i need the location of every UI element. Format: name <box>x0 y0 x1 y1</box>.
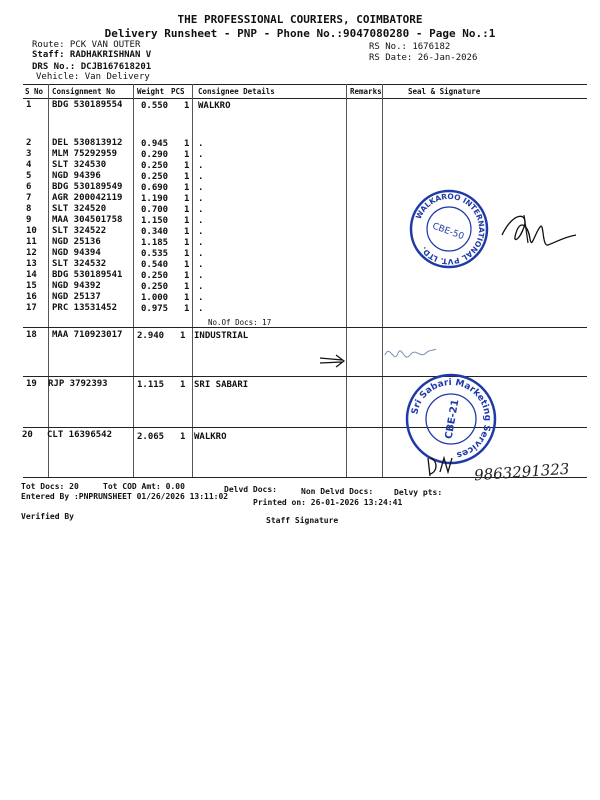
row-pcs: 1 <box>184 183 190 193</box>
row-consignment: NGD 94392 <box>52 281 101 291</box>
row-consignee: . <box>198 249 204 259</box>
row-weight: 0.250 <box>141 172 169 182</box>
row-pcs: 1 <box>184 227 190 237</box>
row-consignee: . <box>198 183 204 193</box>
company-title: THE PROFESSIONAL COURIERS, COIMBATORE <box>177 13 423 26</box>
row-weight: 0.550 <box>141 101 169 111</box>
row-consignment: MLM 75292959 <box>52 149 118 159</box>
row-consignee: . <box>198 304 204 314</box>
staff-signature: Staff Signature <box>266 516 339 525</box>
row-sno: 4 <box>26 160 32 170</box>
runsheet-subtitle: Delivery Runsheet - PNP - Phone No.:9047080280 - Page No.:1 <box>104 27 496 40</box>
row-sno: 3 <box>26 149 32 159</box>
row-pcs: 1 <box>180 380 186 390</box>
row-consignee: WALKRO <box>198 101 231 111</box>
row-sno: 19 <box>26 379 37 389</box>
row-consignment: MAA 710923017 <box>52 330 123 340</box>
entered-by: Entered By :PNPRUNSHEET 01/26/2026 13:11:02 <box>21 492 229 501</box>
walkaroo-stamp-center-text: CBE-50 <box>430 221 466 243</box>
row-pcs: 1 <box>184 205 190 215</box>
row-sno: 9 <box>26 215 32 225</box>
row-consignee: WALKRO <box>194 432 227 442</box>
rs-date: RS Date: 26-Jan-2026 <box>369 53 478 63</box>
row-weight: 2.065 <box>137 432 165 442</box>
row-consignee: . <box>198 227 204 237</box>
row-weight: 0.535 <box>141 249 169 259</box>
row-consignment: PRC 13531452 <box>52 303 118 313</box>
col-consignee: Consignee Details <box>198 87 275 96</box>
row-pcs: 1 <box>184 139 190 149</box>
row-consignment: RJP 3792393 <box>48 379 108 389</box>
row-consignment: SLT 324522 <box>52 226 107 236</box>
row-weight: 0.250 <box>141 161 169 171</box>
row-consignment: DEL 530813912 <box>52 138 123 148</box>
row-consignee: . <box>198 271 204 281</box>
walkaroo-stamp-ring-text: WALKAROO INTERNATIONAL PVT. LTD. <box>413 191 487 267</box>
row-pcs: 1 <box>184 260 190 270</box>
staff: Staff: RADHAKRISHNAN V <box>32 50 152 60</box>
total-cod-amount: Tot COD Amt: 0.00 <box>103 482 185 491</box>
row-sno: 20 <box>22 430 33 440</box>
row-consignee: . <box>198 161 204 171</box>
row-consignment: SLT 324520 <box>52 204 107 214</box>
row-pcs: 1 <box>184 161 190 171</box>
verified-by: Verified By <box>21 512 74 521</box>
route: Route: PCK VAN OUTER <box>32 40 141 50</box>
row-weight: 1.190 <box>141 194 169 204</box>
row-consignment: BDG 530189541 <box>52 270 123 280</box>
col-divider <box>382 84 383 477</box>
walkaroo-stamp <box>408 188 490 270</box>
row-separator <box>23 427 587 428</box>
row-separator <box>23 327 587 328</box>
row-weight: 1.185 <box>141 238 169 248</box>
row-sno: 2 <box>26 138 32 148</box>
row-sno: 7 <box>26 193 32 203</box>
signature-scribble <box>494 205 579 255</box>
handwritten-phone: 9863291323 <box>473 459 570 485</box>
row-consignee: . <box>198 172 204 182</box>
col-divider <box>346 84 347 477</box>
col-weight: Weight <box>137 87 165 96</box>
non-delivered-docs: Non Delvd Docs: <box>301 487 374 496</box>
row-sno: 15 <box>26 281 37 291</box>
vehicle: Vehicle: Van Delivery <box>36 72 150 82</box>
row-sno: 12 <box>26 248 37 258</box>
row-consignee: INDUSTRIAL <box>194 331 249 341</box>
row-consignment: BDG 530189554 <box>52 100 123 110</box>
col-sno: S No <box>25 87 44 96</box>
col-divider <box>133 84 134 477</box>
delivery-points: Delvy pts: <box>394 488 443 497</box>
printed-on: Printed on: 26-01-2026 13:24:41 <box>253 498 403 507</box>
row-pcs: 1 <box>180 432 186 442</box>
row-weight: 0.250 <box>141 271 169 281</box>
row-consignee: SRI SABARI <box>194 380 249 390</box>
row-weight: 1.115 <box>137 380 165 390</box>
row-sno: 6 <box>26 182 32 192</box>
row-pcs: 1 <box>184 238 190 248</box>
row-weight: 2.940 <box>137 331 165 341</box>
row-consignment: AGR 200042119 <box>52 193 123 203</box>
row-weight: 0.975 <box>141 304 169 314</box>
row-pcs: 1 <box>184 282 190 292</box>
row-weight: 0.290 <box>141 150 169 160</box>
sri-sabari-stamp-center-text: CBE-21 <box>443 398 462 440</box>
table-header-rule <box>23 98 587 99</box>
col-consignment: Consignment No <box>52 87 116 96</box>
row-sno: 10 <box>26 226 37 236</box>
row-consignee: . <box>198 238 204 248</box>
total-docs: Tot Docs: 20 <box>21 482 79 491</box>
drs-number: DRS No.: DCJB167618201 <box>32 62 152 72</box>
row-pcs: 1 <box>184 249 190 259</box>
row-pcs: 1 <box>184 172 190 182</box>
row-pcs: 1 <box>180 331 186 341</box>
row-pcs: 1 <box>184 101 190 111</box>
row-pcs: 1 <box>184 194 190 204</box>
row-consignment: SLT 324530 <box>52 160 107 170</box>
row-sno: 1 <box>26 100 32 110</box>
row-weight: 0.700 <box>141 205 169 215</box>
table-top-rule <box>23 84 587 85</box>
row-consignment: SLT 324532 <box>52 259 107 269</box>
row-sno: 18 <box>26 330 37 340</box>
col-pcs: PCS <box>171 87 185 96</box>
sri-sabari-stamp-ring-text: Sri Sabari Marketing Services <box>410 377 493 460</box>
faint-signature <box>380 335 440 375</box>
row-separator <box>23 376 587 377</box>
row-consignee: . <box>198 205 204 215</box>
row-weight: 1.150 <box>141 216 169 226</box>
rs-number: RS No.: 1676182 <box>369 42 451 52</box>
row-weight: 0.690 <box>141 183 169 193</box>
row-consignee: . <box>198 139 204 149</box>
row-weight: 0.945 <box>141 139 169 149</box>
row-sno: 17 <box>26 303 37 313</box>
row-consignment: MAA 304501758 <box>52 215 123 225</box>
row-consignment: NGD 25136 <box>52 237 101 247</box>
row-consignee: . <box>198 150 204 160</box>
row-consignment: CLT 16396542 <box>47 430 113 440</box>
row-sno: 13 <box>26 259 37 269</box>
row-pcs: 1 <box>184 271 190 281</box>
row-sno: 8 <box>26 204 32 214</box>
row-consignee: . <box>198 282 204 292</box>
row-sno: 5 <box>26 171 32 181</box>
row-weight: 1.000 <box>141 293 169 303</box>
row-consignee: . <box>198 194 204 204</box>
row-consignment: NGD 94396 <box>52 171 101 181</box>
col-remarks: Remarks <box>350 87 382 96</box>
row-weight: 0.340 <box>141 227 169 237</box>
row-weight: 0.540 <box>141 260 169 270</box>
row-consignment: NGD 25137 <box>52 292 101 302</box>
row-consignment: BDG 530189549 <box>52 182 123 192</box>
row-sno: 14 <box>26 270 37 280</box>
row-consignee: . <box>198 216 204 226</box>
row-pcs: 1 <box>184 150 190 160</box>
handwritten-initials <box>424 452 464 480</box>
row-consignment: NGD 94394 <box>52 248 101 258</box>
row-pcs: 1 <box>184 304 190 314</box>
row-sno: 16 <box>26 292 37 302</box>
delivered-docs: Delvd Docs: <box>224 485 277 494</box>
row-weight: 0.250 <box>141 282 169 292</box>
col-seal: Seal & Signature <box>408 87 481 96</box>
row-consignee: . <box>198 260 204 270</box>
row-consignee: . <box>198 293 204 303</box>
row-sno: 11 <box>26 237 37 247</box>
row-pcs: 1 <box>184 216 190 226</box>
row-pcs: 1 <box>184 293 190 303</box>
col-divider <box>48 84 49 477</box>
col-divider <box>192 84 193 477</box>
no-of-docs: No.Of Docs: 17 <box>208 318 272 327</box>
arrow-icon <box>318 352 348 370</box>
